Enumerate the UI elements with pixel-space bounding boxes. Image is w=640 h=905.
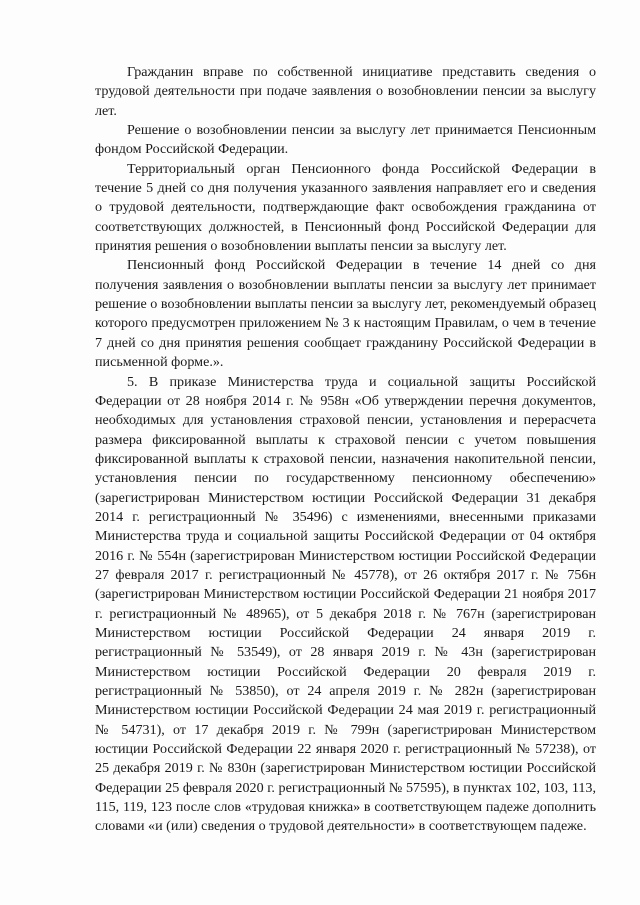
paragraph-decision: Решение о возобновлении пенсии за выслугу лет принимается Пенсионным фондом Российской Федерации.	[95, 122, 596, 158]
paragraph-fund-decision: Пенсионный фонд Российской Федерации в течение 14 дней со дня получения заявления о возобновлении выплаты пенсии за выслугу лет принимает решение о возобновлении выплаты пенсии за выслугу лет, рекомендуемый образец которого предусмотрен приложением № 3 к настоящим Правилам, о чем в течение 7 дней со дня принятия решения сообщает гражданину Российской Федерации в письменной форме.».	[95, 257, 596, 371]
paragraph-order-amendment: 5. В приказе Министерства труда и социальной защиты Российской Федерации от 28 ноября 2014 г. № 958н «Об утверждении перечня документов, необходимых для установления страховой пенсии, установления и перерасчета размера фиксированной выплаты к страховой пенсии с учетом повышения фиксированной выплаты к страховой пенсии, назначения накопительной пенсии, установления пенсии по государственному пенсионному обеспечению» (зарегистрирован Министерством юстиции Российской Федерации 31 декабря 2014 г. регистрационный № 35496) с изменениями, внесенными приказами Министерства труда и социальной защиты Российской Федерации от 04 октября 2016 г. № 554н (зарегистрирован Министерством юстиции Российской Федерации 27 февраля 2017 г. регистрационный № 45778), от 26 октября 2017 г. № 756н (зарегистрирован Министерством юстиции Российской Федерации 21 ноября 2017 г. регистрационный № 48965), от 5 декабря 2018 г. № 767н (зарегистрирован Министерством юстиции Российской Федерации 24 января 2019 г. регистрационный № 53549), от 28 января 2019 г. № 43н (зарегистрирован Министерством юстиции Российской Федерации 20 февраля 2019 г. регистрационный № 53850), от 24 апреля 2019 г. № 282н (зарегистрирован Министерством юстиции Российской Федерации 24 мая 2019 г. регистрационный № 54731), от 17 декабря 2019 г. № 799н (зарегистрирован Министерством юстиции Российской Федерации 22 января 2020 г. регистрационный № 57238), от 25 декабря 2019 г. № 830н (зарегистрирован Министерством юстиции Российской Федерации 25 февраля 2020 г. регистрационный № 57595), в пунктах 102, 103, 113, 115, 119, 123 после слов «трудовая книжка» в соответствующем падеже дополнить словами «и (или) сведения о трудовой деятельности» в соответствующем падеже.	[95, 373, 596, 835]
paragraph-right-to-submit: Гражданин вправе по собственной инициативе представить сведения о трудовой деятельности при подаче заявления о возобновлении пенсии за выслугу лет.	[95, 64, 596, 119]
document-body	[95, 63, 596, 837]
paragraph-territorial-body: Территориальный орган Пенсионного фонда Российской Федерации в течение 5 дней со дня получения указанного заявления направляет его и сведения о трудовой деятельности, подтверждающие факт освобождения гражданина от соответствующих должностей, в Пенсионный фонд Российской Федерации для принятия решения о возобновлении выплаты пенсии за выслугу лет.	[95, 160, 596, 255]
